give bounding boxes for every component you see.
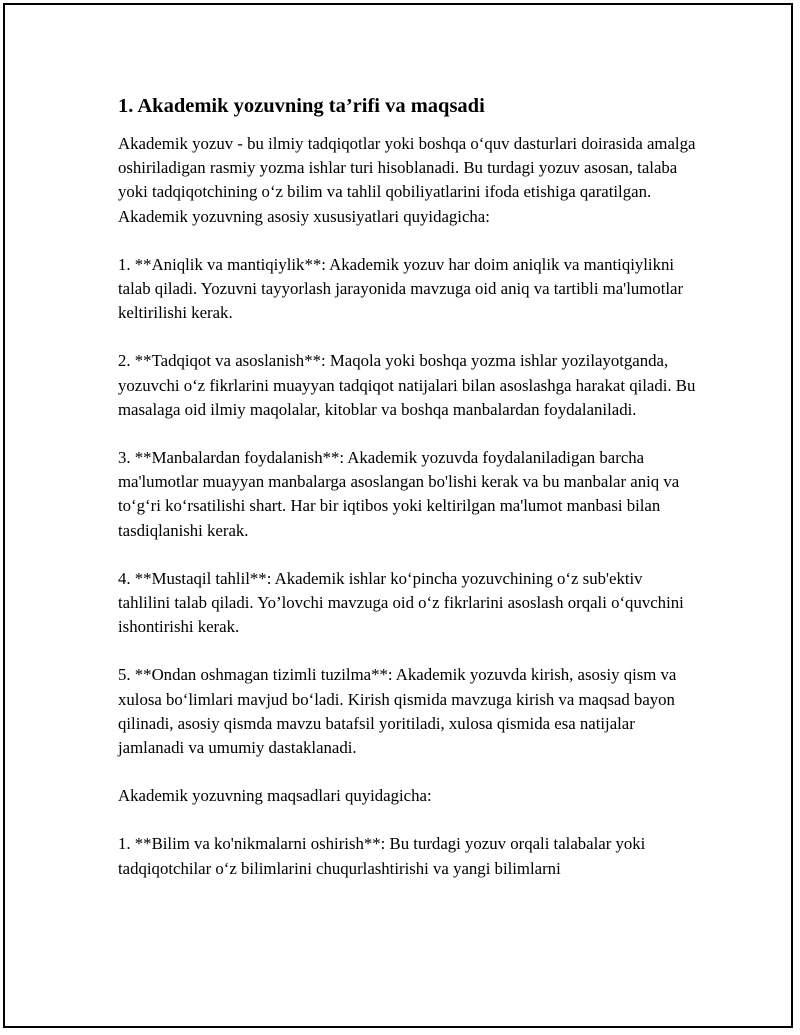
document-body — [118, 92, 698, 905]
goals-intro-paragraph: Akademik yozuvning maqsadlari quyidagicha: — [118, 786, 432, 806]
list-item-tuzilma: 5. **Ondan oshmagan tizimli tuzilma**: Akademik yozuvda kirish, asosiy qism va xulosa bo‘limlari mavjud bo‘ladi. Kirish qismida mavzuga kirish va maqsad bayon qilinadi, asosiy qismda mavzu batafsil yoritiladi, xulosa qismida esa natijalar jamlanadi va umumiy dastaklanadi. — [118, 665, 677, 758]
list-item-tadqiqot: 2. **Tadqiqot va asoslanish**: Maqola yoki boshqa yozma ishlar yozilayotganda, yozuvchi o‘z fikrlarini muayyan tadqiqot natijalari bilan asoslashga harakat qiladi. Bu masalaga oid ilmiy maqolalar, kitoblar va boshqa manbalardan foydalaniladi. — [118, 351, 696, 419]
goal-item-bilim: 1. **Bilim va ko'nikmalarni oshirish**: Bu turdagi yozuv orqali talabalar yoki tadqiqotchilar o‘z bilimlarini chuqurlashtirishi va yangi bilimlarni — [118, 834, 646, 878]
intro-paragraph: Akademik yozuv - bu ilmiy tadqiqotlar yoki boshqa o‘quv dasturlari doirasida amalga oshiriladigan rasmiy yozma ishlar turi hisoblanadi. Bu turdagi yozuv asosan, talaba yoki tadqiqotchining o‘z bilim va tahlil qobiliyatlarini ifoda etishiga qaratilgan. Akademik yozuvning asosiy xususiyatlari quyidagicha: — [118, 134, 696, 226]
section-heading: 1. Akademik yozuvning ta’rifi va maqsadi — [118, 95, 485, 117]
list-item-aniqlik: 1. **Aniqlik va mantiqiylik**: Akademik yozuv har doim aniqlik va mantiqiylikni talab qiladi. Yozuvni tayyorlash jarayonida mavzuga oid aniq va tartibli ma'lumotlar keltirilishi kerak. — [118, 254, 684, 323]
list-item-tahlil: 4. **Mustaqil tahlil**: Akademik ishlar ko‘pincha yozuvchining o‘z sub'ektiv tahlilini talab qiladi. Yo’lovchi mavzuga oid o‘z fikrlarini asoslash orqali o‘quvchini ishontirishi kerak. — [118, 568, 684, 637]
list-item-manbalar: 3. **Manbalardan foydalanish**: Akademik yozuvda foydalaniladigan barcha ma'lumotlar muayyan manbalarga asoslangan bo'lishi kerak va bu manbalar aniq va to‘g‘ri ko‘rsatilishi shart. Har bir iqtibos yoki keltirilgan ma'lumot manbasi bilan tasdiqlanishi kerak. — [118, 448, 680, 540]
